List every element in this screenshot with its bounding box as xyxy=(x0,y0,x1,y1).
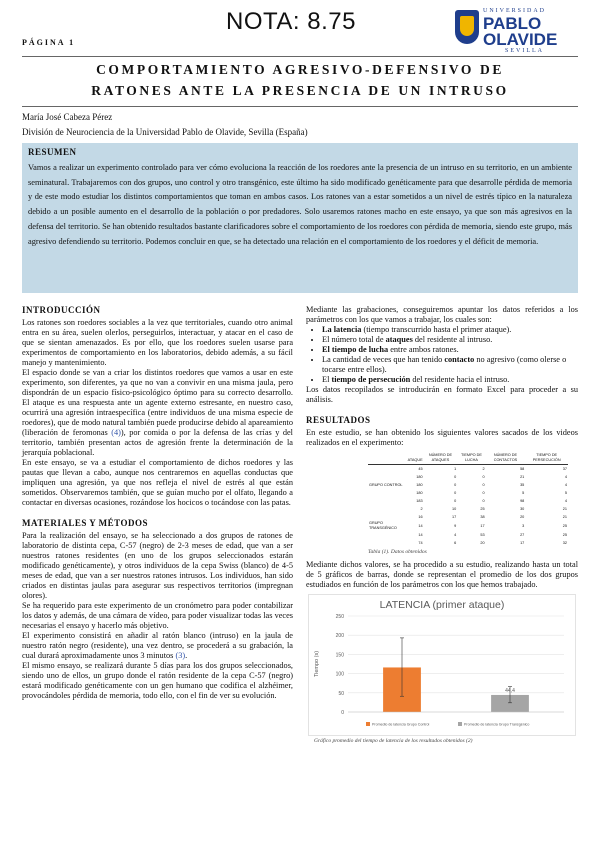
table-cell: 0 xyxy=(482,498,485,503)
list-item-rest: del residente hacia el intruso. xyxy=(410,375,510,384)
list-item-bold: La latencia xyxy=(322,325,362,334)
table-cell: 1 xyxy=(454,466,457,471)
list-item-bold: El tiempo de lucha xyxy=(322,345,389,354)
table-cell: 32 xyxy=(562,540,567,545)
table-cell: 21 xyxy=(562,514,567,519)
table-cell: 17 xyxy=(452,514,457,519)
methods-p3-text-b: . xyxy=(185,651,188,660)
table-cell: 53 xyxy=(480,532,485,537)
legend-entry: Promedio de latencia Grupo Control xyxy=(372,722,430,727)
methods-paragraph-4: El mismo ensayo, se realizará durante 5 días para los dos grupos seleccionados, siendo uno de ellos, un grupo donde el ratón residente de la cepa C-57 (negro) estará modificado genéticamente con un gen humano que codifica el alzhéimer, provocándoles pérdida de memoria, todo ello, con el fin de ver su evolución. xyxy=(22,661,293,700)
methods-p3-text-a: El experimento consistirá en añadir al ratón blanco (intruso) en la jaula de nuestro ratón negro (residente), una vez dentro, se procederá a su grabación, la cual durará aproximadamente unos 3 minutos xyxy=(22,631,293,660)
table-cell: 17 xyxy=(520,540,525,545)
shield-icon xyxy=(455,10,479,44)
list-item xyxy=(322,335,578,345)
table-row xyxy=(368,473,568,481)
table-cell: 21 xyxy=(520,474,525,479)
y-tick-label: 200 xyxy=(335,633,344,640)
y-tick-label: 50 xyxy=(338,690,344,697)
legend-swatch xyxy=(366,722,370,726)
table-cell: 4 xyxy=(564,482,567,487)
table-header-empty xyxy=(368,452,407,465)
data-table xyxy=(368,452,568,547)
table-cell: 3 xyxy=(522,523,525,528)
chart-caption: Gráfico promedio del tiempo de latencia de los resultados obtenidos (2) xyxy=(314,738,473,744)
intro-heading: INTRODUCCIÓN xyxy=(22,305,101,315)
table-group-cell xyxy=(368,489,407,497)
table-cell: 74 xyxy=(418,540,423,545)
table-cell: 30 xyxy=(520,506,525,511)
table-header: ATAQUE xyxy=(407,452,424,465)
table-cell: 38 xyxy=(480,514,485,519)
logo-line-4: SEVILLA xyxy=(505,48,544,54)
table-row xyxy=(368,521,568,531)
table-cell: 180 xyxy=(416,474,423,479)
y-tick-label: 250 xyxy=(335,614,344,620)
list-item-rest: del residente al intruso. xyxy=(412,335,493,344)
table-group-cell xyxy=(368,531,407,539)
abstract-text: Vamos a realizar un experimento controlado para ver cómo evoluciona la reacción de los roedores ante la presencia de un intruso en su territorio, en un ambiente seminatural. Trabajaremos con dos grupos, uno control y otro transgénico, este último ha sido modificado genéticamente para que desarrolle pérdida de memoria y de este modo estudiar los distintos comportamientos que toman en ambos casos. Los ratones van a estar sometidos a un nivel de estrés típico en la naturaleza debido a un posible aumento en el desarrollo de la población o por predadores. Solo usaremos ratones macho en este ensayo, ya que son más agresivos en la defensa del territorio. Se han obtenido resultados bastante clarificadores sobre el comportamiento de los roedores con pérdida de memoria, siendo este grupo, más agresivo defendiendo su territorio. Podemos concluir en que, se ha detectado una relación en el comportamiento de los roedores y el déficit de memoria. xyxy=(28,163,572,246)
table-group-cell: GRUPO CONTROL xyxy=(369,482,403,487)
table-cell: 16 xyxy=(418,514,423,519)
list-item-rest: entre ambos ratones. xyxy=(388,345,459,354)
table-group-cell xyxy=(368,539,407,547)
grade-label: NOTA: 8.75 xyxy=(226,8,356,35)
table-cell: 0 xyxy=(454,498,457,503)
right-column xyxy=(306,305,578,746)
table-cell: 35 xyxy=(520,482,525,487)
logo-line-3: OLAVIDE xyxy=(483,30,558,49)
results-paragraph-2: Mediante dichos valores, se ha procedido a su estudio, realizando hasta un total de 5 gráficos de barras, donde se representan el promedio de los dos grupos estudiados en función de los parámetros con los que hemos trabajado. xyxy=(306,560,578,589)
table-group-cell xyxy=(368,473,407,481)
table-row xyxy=(368,513,568,521)
reference-link-4[interactable]: (4) xyxy=(111,428,121,437)
table-row xyxy=(368,481,568,489)
abstract-heading: RESUMEN xyxy=(28,147,77,157)
table-cell: 25 xyxy=(480,506,485,511)
table-row xyxy=(368,465,568,474)
table-caption: Tabla (1). Datos obtenidos xyxy=(368,549,427,555)
table-cell: 5 xyxy=(522,490,525,495)
table-header: TIEMPO DE LUCHA xyxy=(457,452,485,465)
intro-paragraph-1: Los ratones son roedores sociables a la vez que territoriales, cuando otro animal entra en su área, suelen olerlos, perseguirlos, interactuar, y atacar en el caso de que se sientan amenazados. Es por ello, que los roedores suelen usarse para experimentos de comportamiento en los laboratorios, debido además, a su fácil manejo y mantenimiento. xyxy=(22,318,293,367)
list-item-pre: El número total de xyxy=(322,335,386,344)
table-group-cell xyxy=(368,465,407,474)
table-header-row xyxy=(368,452,568,465)
table-group-cell xyxy=(368,513,407,521)
y-tick-label: 0 xyxy=(341,710,344,716)
legend-swatch xyxy=(458,722,462,726)
title-line-1: COMPORTAMIENTO AGRESIVO-DEFENSIVO DE xyxy=(96,62,504,77)
table-row xyxy=(368,489,568,497)
table-group-cell: GRUPO TRANSGÉNICO xyxy=(369,521,397,530)
list-item-bold: ataques xyxy=(385,335,413,344)
table-cell: 27 xyxy=(520,532,525,537)
abstract-box xyxy=(22,143,578,293)
results-heading: RESULTADOS xyxy=(306,415,371,425)
logo-line-1: UNIVERSIDAD xyxy=(483,8,546,14)
table-cell: 180 xyxy=(416,482,423,487)
table-cell: 0 xyxy=(482,482,485,487)
university-logo xyxy=(455,8,583,54)
table-row xyxy=(368,497,568,505)
intro-paragraph-2 xyxy=(22,368,293,458)
author-name: María José Cabeza Pérez xyxy=(22,112,113,122)
table-body xyxy=(368,465,568,548)
table-header: NÚMERO DE ATAQUES xyxy=(424,452,458,465)
paper-title xyxy=(22,59,578,101)
methods-paragraph-3 xyxy=(22,631,293,661)
table-header: TIEMPO DE PERSECUCIÓN xyxy=(525,452,568,465)
table-cell: 0 xyxy=(482,490,485,495)
table-row xyxy=(368,531,568,539)
y-axis-label: Tiempo (s) xyxy=(314,650,320,678)
table-cell: 4 xyxy=(564,498,567,503)
table-cell: 14 xyxy=(418,523,423,528)
table-cell: 20 xyxy=(520,514,525,519)
methods-paragraph-6: Los datos recopilados se introducirán en formato Excel para proceder a su análisis. xyxy=(306,385,578,404)
chart-frame xyxy=(309,595,576,736)
table-cell: 2 xyxy=(482,466,485,471)
y-tick-label: 100 xyxy=(335,671,344,678)
table-group-cell xyxy=(368,497,407,505)
data-label: 44,4 xyxy=(505,687,515,694)
intro-p2-text-b: ), por comida o por la defensa de las crías y del territorio, también presentan actos de agresión frente la determinación de la jerarquía poblacional. xyxy=(22,428,293,457)
table-cell: 4 xyxy=(454,532,457,537)
methods-paragraph-5: Mediante las grabaciones, conseguiremos apuntar los datos referidos a los parámetros con los que vamos a trabajar, los cuales son: xyxy=(306,305,578,324)
logo-line-2: PABLO xyxy=(483,14,542,33)
table-cell: 2 xyxy=(420,506,423,511)
table-cell: 0 xyxy=(454,490,457,495)
list-item-rest: (tiempo transcurrido hasta el primer ataque). xyxy=(361,325,512,334)
table-cell: 14 xyxy=(418,532,423,537)
methods-paragraph-1: Para la realización del ensayo, se ha seleccionado a dos grupos de ratones de laboratorio de distinta cepa, C-57 (negro) de 2-3 meses de edad, que van a ser nuestros ratones residentes (en uno de los grupos seleccionados estarán modificado genéticamente), y otros individuos de la cepa Swiss (blanco) de 4-5 meses de edad, que van a ser nuestros ratones intrusos. Los individuos, han sido criados en distintas jaulas para asegurar sus respectivos territorios (impregnan olores). xyxy=(22,531,293,600)
affiliation: División de Neurociencia de la Universidad Pablo de Olavide, Sevilla (España) xyxy=(22,127,308,137)
table-cell: 21 xyxy=(562,506,567,511)
table-cell: 58 xyxy=(520,466,525,471)
table-cell: 98 xyxy=(520,498,525,503)
y-tick-label: 150 xyxy=(335,652,344,659)
table-cell: 17 xyxy=(480,523,485,528)
table-group-cell xyxy=(368,505,407,513)
list-item xyxy=(322,345,578,355)
legend-entry: Promedio de latencia Grupo Transgénico xyxy=(464,722,530,727)
table-cell: 4 xyxy=(564,474,567,479)
list-item-rest: no agresivo (como olerse o tocarse entre ellos). xyxy=(322,355,567,374)
parameter-list xyxy=(306,325,578,385)
table-cell: 10 xyxy=(452,506,457,511)
methods-paragraph-2: Se ha requerido para este experimento de un cronómetro para poder contabilizar los datos y además, de una cámara de vídeo, para poder visualizar todas las veces necesarias el ensayo y hacerlo más objetivo. xyxy=(22,601,293,630)
chart-title: LATENCIA (primer ataque) xyxy=(379,599,505,611)
intro-p2-text-a: El espacio donde se van a criar los distintos roedores que vamos a usar en este experimento, son diferentes, ya que no van a convivir en una misma jaula, pero dispondrán de un espacio físico-psicológico óptimo para su correcto desarrollo. El ataque es una respuesta ante un agente externo estresante, en nuestro caso, ocurrirá una agresión intraespecífica (entre individuos de una misma especie de roedores), que de modo natural también puede producirse debido al apareamiento (liberación de feromonas xyxy=(22,368,293,437)
list-item xyxy=(322,355,578,375)
left-column xyxy=(22,305,293,701)
list-item xyxy=(322,325,578,335)
table-cell: 183 xyxy=(416,498,423,503)
list-item-bold: tiempo de persecución xyxy=(331,375,411,384)
title-rule-bottom xyxy=(22,106,578,107)
list-item-pre: El xyxy=(322,375,332,384)
table-cell: 45 xyxy=(418,466,423,471)
table-cell: 0 xyxy=(482,474,485,479)
table-cell: 180 xyxy=(416,490,423,495)
list-item-bold: contacto xyxy=(444,355,475,364)
table-cell: 25 xyxy=(562,532,567,537)
table-row xyxy=(368,539,568,547)
title-line-2: RATONES ANTE LA PRESENCIA DE UN INTRUSO xyxy=(91,83,509,98)
page-label: PÁGINA 1 xyxy=(22,38,76,47)
title-rule-top xyxy=(22,56,578,57)
table-header: NÚMERO DE CONTACTOS xyxy=(486,452,526,465)
table-cell: 0 xyxy=(454,482,457,487)
methods-heading: MATERIALES Y MÉTODOS xyxy=(22,518,149,528)
table-cell: 5 xyxy=(564,490,567,495)
table-cell: 0 xyxy=(454,474,457,479)
latency-chart xyxy=(308,594,576,736)
table-cell: 25 xyxy=(562,523,567,528)
reference-link-3[interactable]: (3) xyxy=(175,651,186,660)
table-cell: 6 xyxy=(454,540,457,545)
table-cell: 9 xyxy=(454,523,457,528)
table-cell: 37 xyxy=(562,466,567,471)
list-item-pre: La cantidad de veces que han tenido xyxy=(322,355,445,364)
table-row xyxy=(368,505,568,513)
table-cell: 20 xyxy=(480,540,485,545)
list-item xyxy=(322,375,578,385)
results-paragraph-1: En este estudio, se han obtenido los siguientes valores sacados de los videos realizados en el experimento: xyxy=(306,428,578,447)
intro-paragraph-3: En este ensayo, se va a estudiar el comportamiento de dichos roedores y las pautas que llevan a cabo, aunque nos centraremos en aquellas conductas que impliquen una agresión, ya que nos refleja el nivel de estrés al que están sometidos. Observaremos también, que se guían mucho por el olfato, llegando a contactar en diversas ocasiones, rozándose los hocicos o tocándose con las patas. xyxy=(22,458,293,507)
